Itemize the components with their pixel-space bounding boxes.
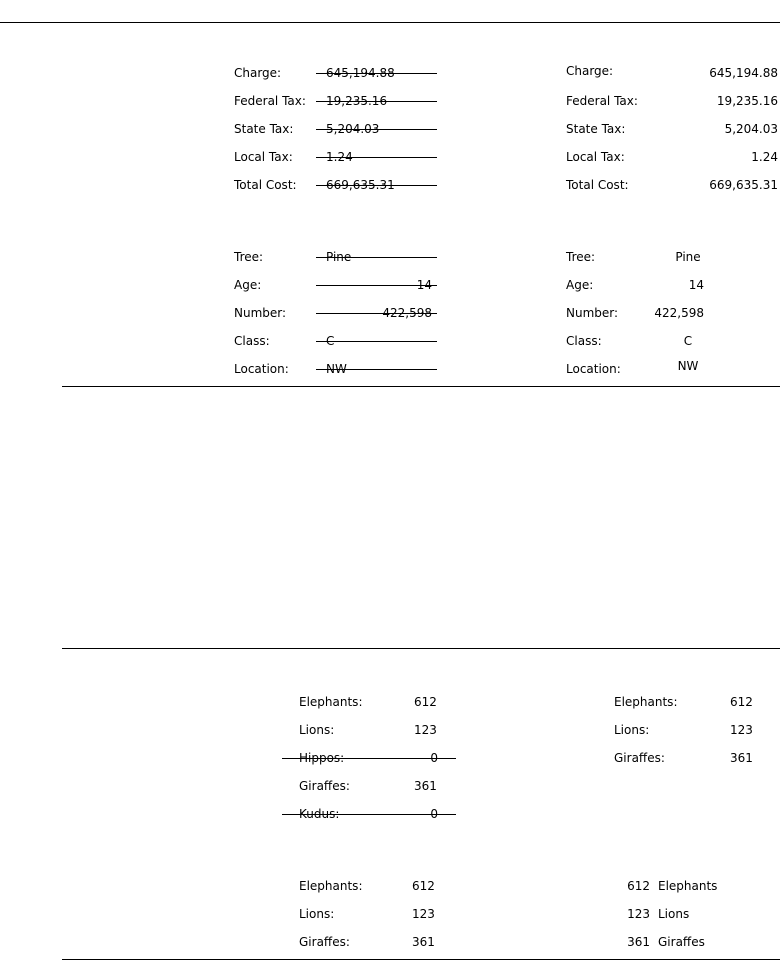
tree-before-value: NW [326,362,347,376]
tree-after-label: Number: [566,306,619,320]
animals-after-label: Lions: [614,723,650,737]
tree-before-label: Class: [234,334,270,348]
animals-left-value: 612 [412,879,435,893]
tree-after-label: Tree: [566,250,596,264]
animals-before-label: Lions: [299,723,335,737]
strike-line [316,257,437,258]
animals-after-value: 123 [730,723,753,737]
animals-before-label: Kudus: [299,807,340,821]
tree-before-label: Tree: [234,250,264,264]
strike-line [316,185,437,186]
animals-after-label: Elephants: [614,695,678,709]
bottom-divider [62,959,780,960]
tree-after-value: C [683,334,693,348]
costs-before-value: 19,235.16 [326,94,388,108]
animals-after-value: 612 [730,695,753,709]
animals-before-label: Elephants: [299,695,363,709]
strike-line [316,369,437,370]
tree-before-value: C [326,334,335,348]
tree-after-label: Location: [566,362,621,376]
animals-right-value: 123 [627,907,650,921]
animals-before-value: 0 [430,751,438,765]
tree-after-value: Pine [675,250,701,264]
animals-before-value: 0 [430,807,438,821]
costs-after-label: Charge: [566,64,614,78]
tree-after-value: 422,598 [654,306,704,320]
strike-line [316,157,437,158]
costs-before-label: Charge: [234,66,282,80]
tree-before-value: Pine [326,250,352,264]
costs-after-label: Federal Tax: [566,94,638,108]
strike-line [316,101,437,102]
animals-right-label: Lions [658,907,690,921]
tree-before-value: 14 [416,278,432,292]
strike-line [316,313,437,314]
animals-left-value: 361 [412,935,435,949]
section-divider-1 [62,386,780,387]
tree-after-value: 14 [688,278,704,292]
costs-after-value: 645,194.88 [709,66,778,80]
section-divider-2 [62,648,780,649]
costs-after-value: 19,235.16 [716,94,778,108]
costs-after-value: 5,204.03 [724,122,778,136]
costs-before-label: Total Cost: [234,178,297,192]
animals-right-label: Giraffes [658,935,705,949]
costs-after-value: 1.24 [751,150,778,164]
animals-after-label: Giraffes: [614,751,665,765]
costs-after-label: State Tax: [566,122,626,136]
tree-before-value: 422,598 [382,306,432,320]
costs-before-label: Federal Tax: [234,94,306,108]
costs-before-value: 669,635.31 [326,178,395,192]
costs-before-value: 5,204.03 [326,122,380,136]
costs-after-label: Local Tax: [566,150,625,164]
animals-before-value: 123 [414,723,437,737]
top-divider [0,22,780,23]
tree-after-label: Class: [566,334,602,348]
tree-after-value: NW [677,359,699,373]
animals-right-value: 612 [627,879,650,893]
animals-before-label: Hippos: [299,751,345,765]
tree-before-label: Number: [234,306,287,320]
animals-right-value: 361 [627,935,650,949]
animals-before-value: 361 [414,779,437,793]
strike-line [316,73,437,74]
animals-left-label: Elephants: [299,879,363,893]
strike-line [282,814,456,815]
costs-before-value: 1.24 [326,150,353,164]
animals-left-label: Lions: [299,907,335,921]
costs-before-value: 645,194.88 [326,66,395,80]
animals-before-value: 612 [414,695,437,709]
tree-after-label: Age: [566,278,594,292]
costs-before-label: Local Tax: [234,150,293,164]
strike-line [282,758,456,759]
animals-after-value: 361 [730,751,753,765]
costs-after-label: Total Cost: [566,178,629,192]
tree-before-label: Location: [234,362,289,376]
animals-left-label: Giraffes: [299,935,350,949]
costs-after-value: 669,635.31 [709,178,778,192]
costs-before-label: State Tax: [234,122,294,136]
strike-line [316,341,437,342]
strike-line [316,129,437,130]
animals-left-value: 123 [412,907,435,921]
animals-before-label: Giraffes: [299,779,350,793]
strike-line [316,285,437,286]
animals-right-label: Elephants [658,879,718,893]
tree-before-label: Age: [234,278,262,292]
